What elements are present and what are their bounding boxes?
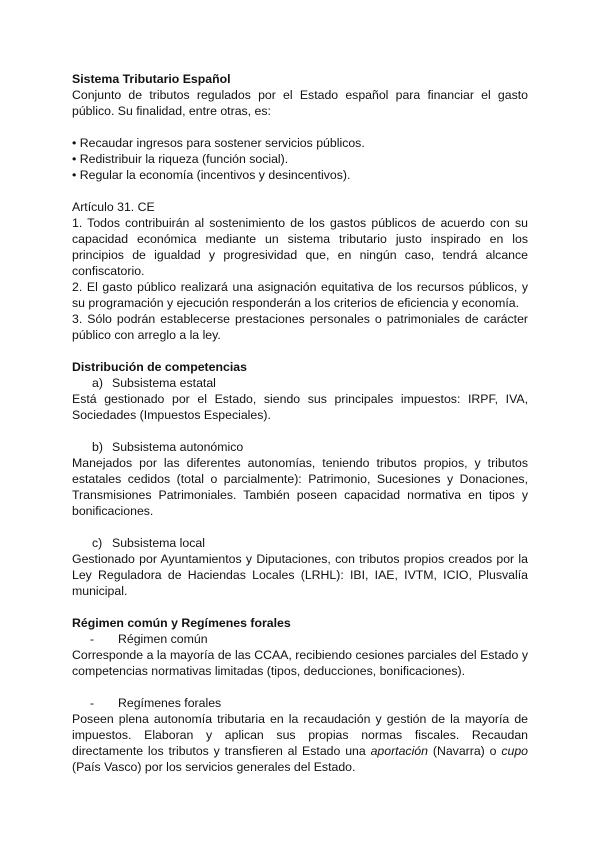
subsystem-label: Subsistema estatal — [112, 376, 216, 390]
emphasis-cupo: cupo — [501, 744, 528, 758]
section-title-sistema-tributario: Sistema Tributario Español — [72, 72, 231, 86]
subsystem-heading-local — [72, 535, 528, 551]
list-marker: a) — [92, 376, 103, 390]
subsystem-heading-estatal — [72, 375, 528, 391]
intro-paragraph: Conjunto de tributos regulados por el Estado español para financiar el gasto público. Su finalidad, entre otras, es: — [72, 88, 528, 118]
subsystem-text-local: Gestionado por Ayuntamientos y Diputaciones, con tributos propios creados por la Ley Reguladora de Haciendas Locales (LRHL): IBI, IAE, IVTM, ICIO, Plusvalía municipal. — [72, 552, 528, 598]
regime-label: Regímenes forales — [118, 696, 222, 710]
list-marker: - — [90, 632, 95, 646]
subsystem-label: Subsistema local — [112, 536, 205, 550]
section-title-regimenes: Régimen común y Regímenes forales — [72, 616, 291, 630]
subsystem-text-estatal: Está gestionado por el Estado, siendo sus principales impuestos: IRPF, IVA, Sociedades (Impuestos Especiales). — [72, 392, 528, 422]
article-paragraph-1: 1. Todos contribuirán al sostenimiento de los gastos públicos de acuerdo con su capacidad económica mediante un sistema tributario justo inspirado en los principios de igualdad y progresividad que, en ningún caso, tendrá alcance confiscatorio. — [72, 216, 528, 278]
list-marker: c) — [92, 536, 103, 550]
article-paragraph-2: 2. El gasto público realizará una asignación equitativa de los recursos públicos, y su programación y ejecución responderán a los criterios de eficiencia y economía. — [72, 280, 528, 310]
text-run: (País Vasco) por los servicios generales del Estado. — [72, 760, 356, 774]
text-run: (Navarra) o — [428, 744, 502, 758]
text-run: Poseen plena autonomía tributaria en la recaudación y gestión de la mayoría de impuestos. Elaboran y aplican sus propias normas fiscales. Recaudan directamente los tributos y transfieren al Estado una — [72, 712, 528, 758]
regime-heading-comun — [72, 631, 528, 647]
emphasis-aportacion: aportación — [370, 744, 428, 758]
bullet-item: • Regular la economía (incentivos y desincentivos). — [72, 168, 351, 182]
bullet-item: • Recaudar ingresos para sostener servicios públicos. — [72, 136, 365, 150]
regime-text-comun: Corresponde a la mayoría de las CCAA, recibiendo cesiones parciales del Estado y competencias normativas limitadas (tipos, deducciones, bonificaciones). — [72, 648, 528, 678]
document-page — [72, 71, 528, 775]
list-marker: b) — [92, 440, 103, 454]
regime-heading-forales — [72, 695, 528, 711]
list-marker: - — [90, 696, 95, 710]
subsystem-heading-autonomico — [72, 439, 528, 455]
subsystem-text-autonomico: Manejados por las diferentes autonomías, teniendo tributos propios, y tributos estatales cedidos (total o parcialmente): Patrimonio, Sucesiones y Donaciones, Transmisiones Patrimoniales. También poseen capacidad normativa en tipos y bonificaciones. — [72, 456, 528, 518]
regime-text-forales — [72, 711, 528, 775]
bullet-item: • Redistribuir la riqueza (función social). — [72, 152, 289, 166]
section-title-distribucion: Distribución de competencias — [72, 360, 247, 374]
article-heading: Artículo 31. CE — [72, 200, 155, 214]
subsystem-label: Subsistema autonómico — [112, 440, 244, 454]
article-paragraph-3: 3. Sólo podrán establecerse prestaciones personales o patrimoniales de carácter público con arreglo a la ley. — [72, 312, 528, 342]
regime-label: Régimen común — [118, 632, 208, 646]
